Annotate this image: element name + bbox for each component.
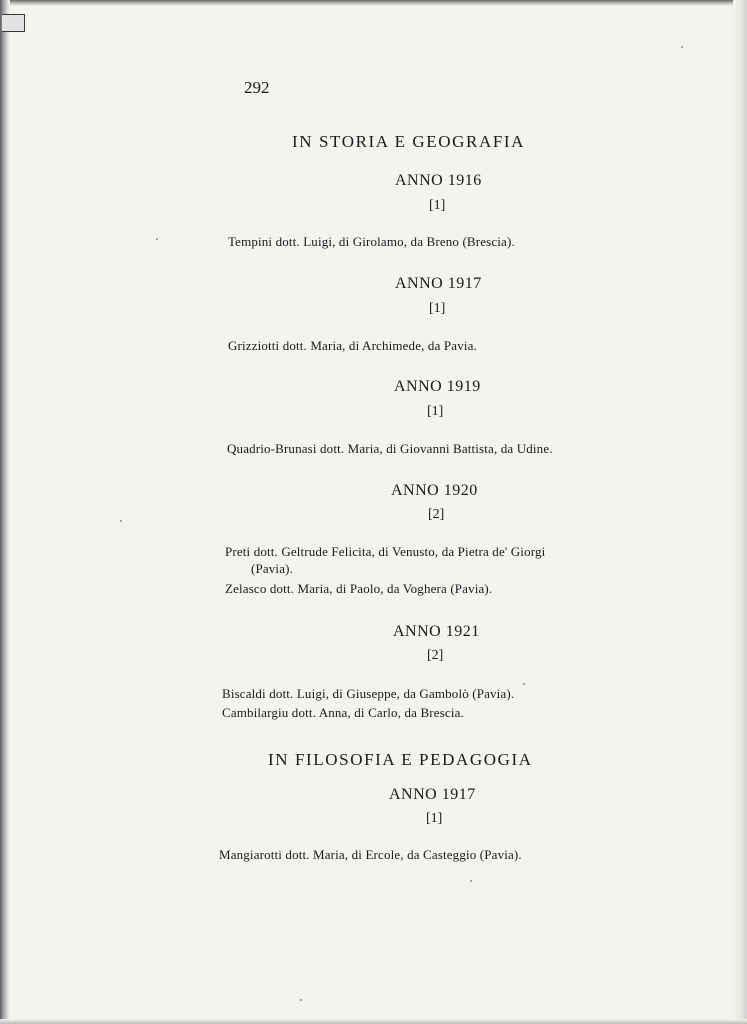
year-heading: ANNO 1919 [394,378,481,395]
graduate-entry: Tempini dott. Luigi, di Girolamo, da Breno (Brescia). [228,234,515,249]
page-binding-edge [0,0,10,1024]
graduate-count: [1] [427,404,444,419]
page-right-edge [733,0,747,1024]
graduate-count: [1] [426,811,443,826]
graduate-entry: Grizziotti dott. Maria, di Archimede, da Pavia. [228,338,477,353]
scan-speck [300,999,302,1001]
graduate-entry: Quadrio-Brunasi dott. Maria, di Giovanni Battista, da Udine. [227,441,553,456]
page-bottom-edge [0,1019,747,1024]
scan-speck [156,238,158,240]
page-top-edge [0,0,747,6]
graduate-entry: Preti dott. Geltrude Felicita, di Venusto, da Pietra de' Giorgi [225,544,546,559]
graduate-count: [2] [428,507,445,522]
scan-speck [681,46,683,48]
graduate-entry-continuation: (Pavia). [251,561,293,576]
section-title-filosofia-pedagogia: IN FILOSOFIA E PEDAGOGIA [268,750,533,769]
scan-speck [523,683,525,685]
graduate-count: [2] [427,648,444,663]
page-number: 292 [244,78,270,97]
year-heading: ANNO 1920 [391,482,478,499]
year-heading: ANNO 1917 [395,275,482,292]
section-title-storia-geografia: IN STORIA E GEOGRAFIA [292,132,526,151]
graduate-entry: Mangiarotti dott. Maria, di Ercole, da Casteggio (Pavia). [219,847,522,862]
graduate-count: [1] [429,301,446,316]
year-heading: ANNO 1917 [389,786,476,803]
binding-tab-mark [2,14,25,32]
scan-speck [120,520,122,522]
year-heading: ANNO 1916 [395,172,482,189]
graduate-entry: Zelasco dott. Maria, di Paolo, da Voghera (Pavia). [225,581,493,596]
graduate-count: [1] [429,198,446,213]
graduate-entry: Cambilargiu dott. Anna, di Carlo, da Brescia. [222,705,464,720]
graduate-entry: Biscaldi dott. Luigi, di Giuseppe, da Gambolò (Pavia). [222,686,515,701]
scan-speck [470,880,472,882]
year-heading: ANNO 1921 [393,623,480,640]
